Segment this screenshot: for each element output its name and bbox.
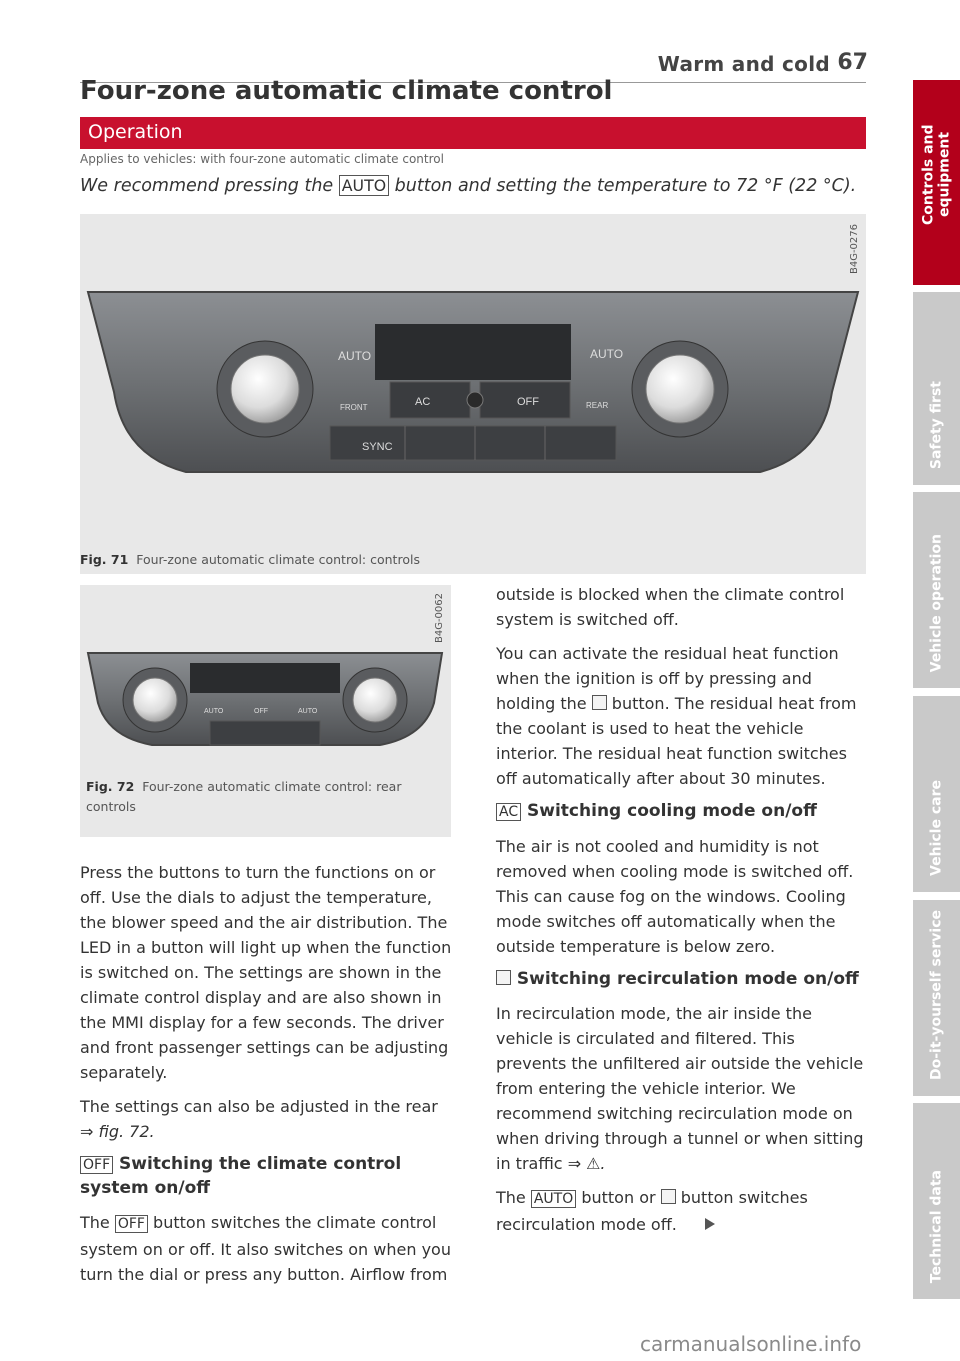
rear-auto-left-label: AUTO: [204, 708, 224, 715]
front-label: FRONT: [340, 403, 368, 412]
left-paragraph-1: Press the buttons to turn the functions on or off. Use the dials to adjust the temperature, the blower speed and the air distribution. The LED in a button will light up when the function is switched on. The settings are shown in the climate control display and are also shown in the MMI display for a few seconds. The driver and front passenger settings can be adjusting separately.: [80, 863, 452, 1082]
sync-label: SYNC: [362, 441, 393, 453]
recirculation-heading: [496, 968, 868, 991]
rear-auto-right-label: AUTO: [298, 708, 318, 715]
page-number: 67: [837, 50, 868, 75]
auto-key: AUTO: [339, 175, 389, 196]
figure-72-number: Fig. 72: [86, 779, 135, 794]
tab-safety-first[interactable]: [913, 292, 960, 485]
intro-after: button and setting the temperature to 72 °F (22 °C).: [389, 176, 857, 196]
header-section-title: Warm and cold: [657, 52, 830, 76]
right-paragraph-1: outside is blocked when the climate control system is switched off.: [496, 585, 845, 629]
tab-label: Technical data: [928, 1169, 945, 1283]
right-paragraph-3: The air is not cooled and humidity is not removed when cooling mode is switched off. This can cause fog on the windows. Cooling mode switches off automatically when the outside temperature is below zero.: [496, 837, 854, 956]
recirculation-icon: [496, 970, 511, 985]
left-column: [80, 860, 452, 1296]
tab-vehicle-operation[interactable]: [913, 492, 960, 688]
off-heading-text: Switching the climate control system on/off: [80, 1154, 402, 1198]
tab-label: Do-it-yourself service: [928, 909, 945, 1080]
fig-72-reference[interactable]: ⇒ fig. 72.: [80, 1122, 155, 1141]
warning-reference[interactable]: ⇒ ⚠.: [567, 1154, 606, 1173]
intro-before: We recommend pressing the: [80, 176, 339, 196]
off-key-inline: OFF: [115, 1215, 148, 1233]
figure-code: B4G-0276: [849, 224, 860, 275]
figure-71-number: Fig. 71: [80, 552, 129, 567]
tab-label: Vehicle operation: [928, 533, 945, 672]
page-title: Four-zone automatic climate control: [80, 76, 613, 106]
tab-technical-data[interactable]: [913, 1103, 960, 1299]
front-climate-panel-illustration: [80, 214, 866, 514]
operation-heading: Operation: [88, 121, 183, 143]
figure-71-caption: [80, 550, 420, 570]
auto-key-inline: AUTO: [531, 1190, 576, 1208]
right-p4-text: In recirculation mode, the air inside the vehicle is circulated and filtered. This prevents the unfiltered air outside the vehicle from entering the vehicle interior. We recommend switching recirculation mode on when driving through a tunnel or when sitting in traffic: [496, 1004, 864, 1173]
operation-bar: [80, 117, 866, 149]
right-p2-before: You can activate the residual heat function when the ignition is off by pressing and holding the: [496, 644, 839, 713]
residual-heat-icon: [592, 695, 607, 710]
auto-left-label: AUTO: [338, 349, 372, 363]
rear-off-label: OFF: [254, 708, 268, 715]
recirculation-heading-text: Switching recirculation mode on/off: [516, 969, 859, 989]
off-label: OFF: [517, 396, 539, 408]
tab-vehicle-care[interactable]: [913, 696, 960, 892]
ac-heading: [496, 800, 868, 824]
right-paragraph-4: [496, 1001, 868, 1176]
applies-note: Applies to vehicles: with four-zone automatic climate control: [80, 152, 444, 166]
ac-label: AC: [415, 396, 431, 408]
figure-72-text: Four-zone automatic climate control: rear controls: [86, 779, 402, 814]
tab-label: Vehicle care: [928, 780, 945, 876]
right-column: [496, 582, 868, 1246]
off-key: OFF: [80, 1156, 113, 1174]
figure-71: [80, 214, 866, 574]
right-p5-mid: button or: [576, 1188, 661, 1207]
figure-72: [80, 585, 451, 837]
watermark: carmanualsonline.info: [640, 1332, 862, 1356]
ac-heading-text: Switching cooling mode on/off: [527, 801, 817, 821]
off-heading: [80, 1153, 452, 1200]
figure-72-caption: [86, 777, 441, 817]
figure-code: B4G-0062: [434, 593, 445, 644]
right-p2-after: button. The residual heat from the coolant is used to heat the vehicle interior. The residual heat function switches off automatically after about 30 minutes.: [496, 694, 857, 788]
tab-label: Controls and equipment: [920, 124, 953, 225]
intro-recommendation: [80, 176, 856, 196]
right-p5-after: button switches recirculation mode off.: [496, 1188, 808, 1234]
right-paragraph-2: [496, 641, 868, 791]
right-paragraph-5: [496, 1185, 868, 1237]
recirculation-icon-inline: [661, 1189, 676, 1204]
right-p5-before: The: [496, 1188, 531, 1207]
rear-label: REAR: [586, 401, 609, 410]
tab-do-it-yourself-service[interactable]: [913, 900, 960, 1096]
tab-label: Safety first: [928, 380, 945, 469]
left-paragraph-3: [80, 1210, 452, 1287]
auto-right-label: AUTO: [590, 347, 624, 361]
tab-controls-and-equipment[interactable]: [913, 80, 960, 285]
left-p3-before: The: [80, 1213, 115, 1232]
continue-arrow-icon: [705, 1218, 715, 1230]
left-paragraph-2: [80, 1094, 452, 1144]
ac-key: AC: [496, 803, 521, 821]
figure-71-text: Four-zone automatic climate control: controls: [136, 552, 420, 567]
left-p3-after: button switches the climate control system on or off. It also switches on when you turn the dial or press any button. Airflow from: [80, 1213, 451, 1284]
left-p2-text: The settings can also be adjusted in the rear: [80, 1097, 438, 1116]
rear-climate-panel-illustration: [80, 585, 451, 765]
